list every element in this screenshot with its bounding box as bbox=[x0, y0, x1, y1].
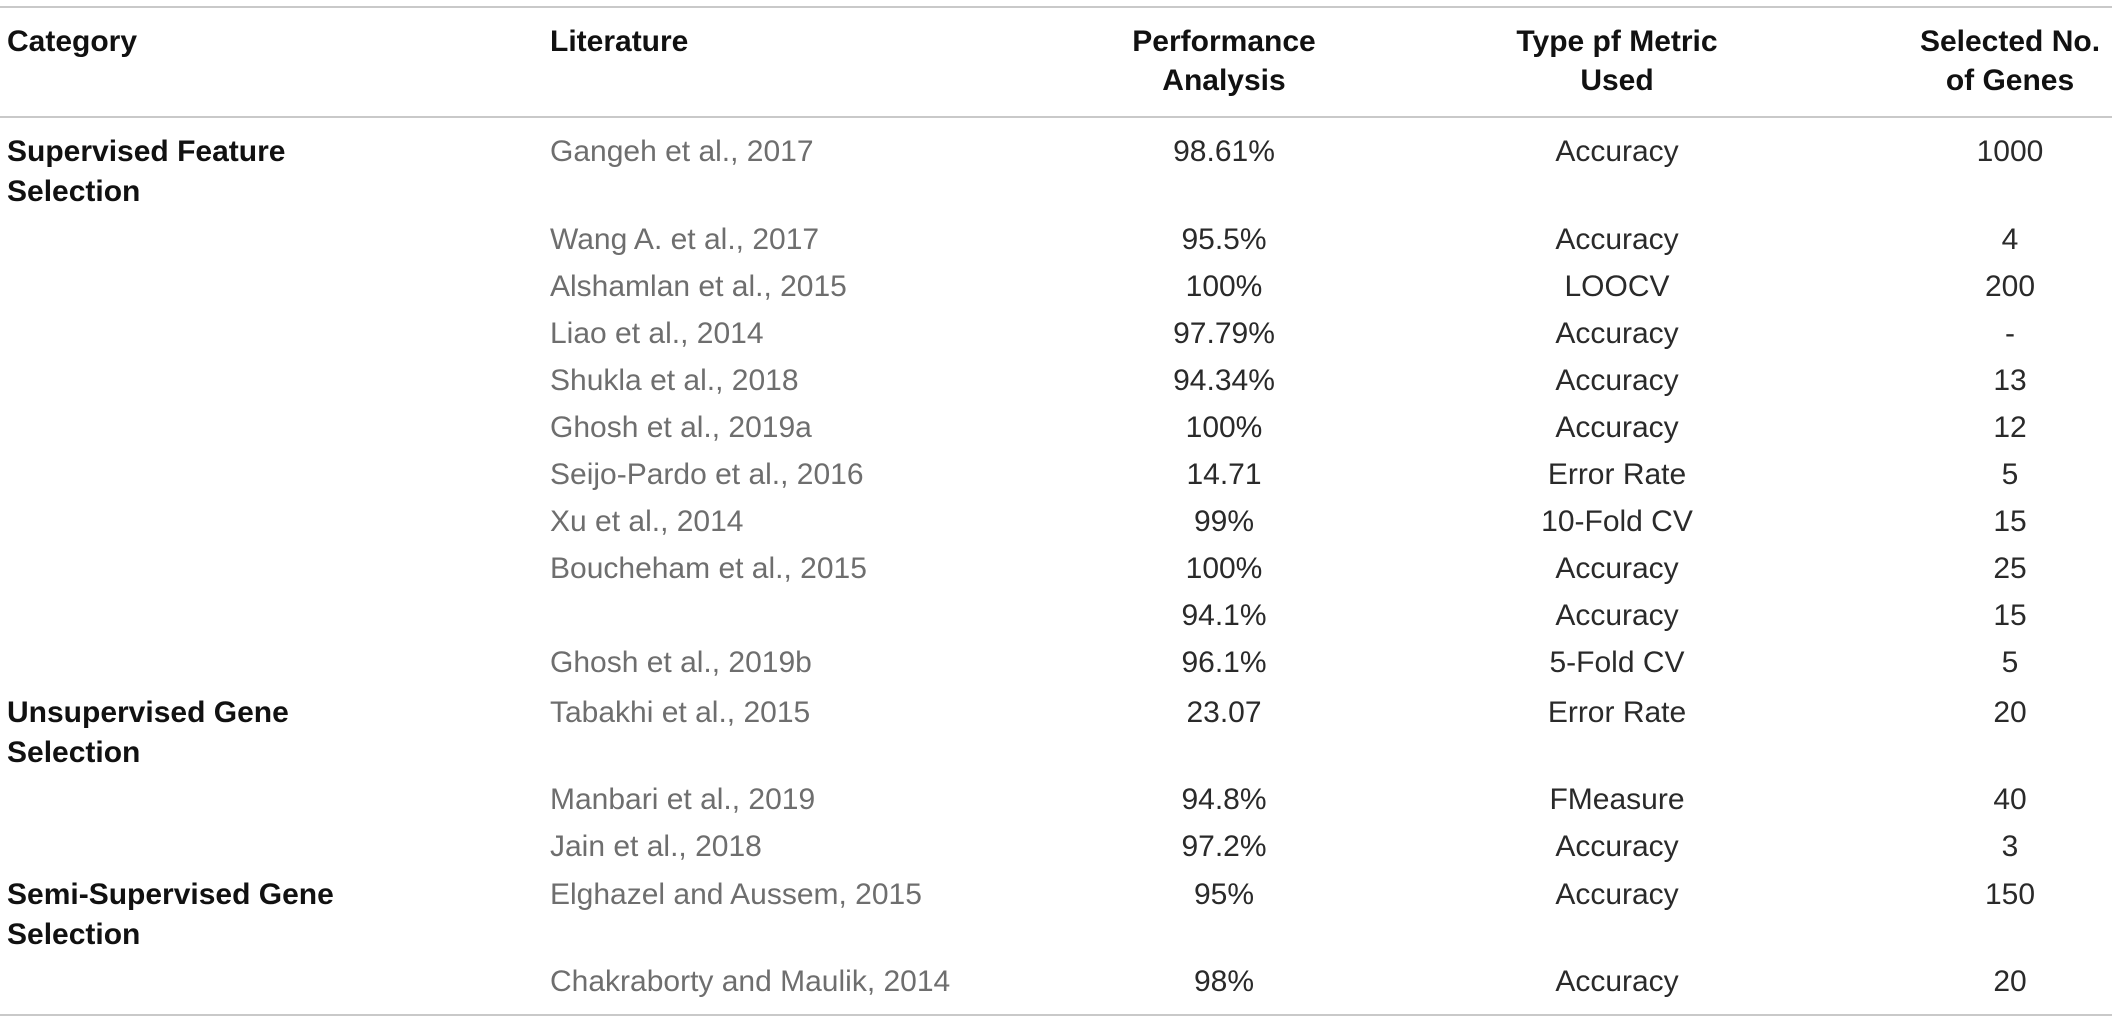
performance-cell: 97.2% bbox=[1181, 830, 1267, 863]
performance-cell: 95.5% bbox=[1181, 223, 1267, 256]
literature-cell: Liao et al., 2014 bbox=[550, 317, 764, 350]
metric-cell: Error Rate bbox=[1547, 696, 1687, 729]
metric-cell: Accuracy bbox=[1555, 317, 1679, 350]
genes-cell: 13 bbox=[1993, 364, 2027, 397]
top-rule bbox=[0, 6, 2112, 8]
genes-cell: 20 bbox=[1993, 696, 2027, 729]
category-unsupervised-line2: Selection bbox=[7, 736, 141, 769]
metric-cell: LOOCV bbox=[1564, 270, 1670, 303]
performance-cell: 97.79% bbox=[1173, 317, 1275, 350]
literature-cell: Elghazel and Aussem, 2015 bbox=[550, 878, 922, 911]
genes-cell: 25 bbox=[1993, 552, 2027, 585]
performance-cell: 100% bbox=[1185, 411, 1263, 444]
performance-cell: 14.71 bbox=[1186, 458, 1262, 491]
performance-cell: 94.34% bbox=[1173, 364, 1275, 397]
performance-cell: 100% bbox=[1185, 552, 1263, 585]
metric-cell: Accuracy bbox=[1555, 599, 1679, 632]
literature-cell: Tabakhi et al., 2015 bbox=[550, 696, 811, 729]
genes-cell: 200 bbox=[1984, 270, 2036, 303]
genes-cell: - bbox=[2005, 317, 2015, 350]
header-metric-line1: Type pf Metric bbox=[1516, 25, 1718, 58]
metric-cell: Accuracy bbox=[1555, 411, 1679, 444]
header-performance-line1: Performance bbox=[1132, 25, 1316, 58]
literature-cell: Chakraborty and Maulik, 2014 bbox=[550, 965, 951, 998]
literature-cell: Manbari et al., 2019 bbox=[550, 783, 816, 816]
genes-cell: 5 bbox=[2001, 458, 2019, 491]
metric-cell: Accuracy bbox=[1555, 552, 1679, 585]
category-semi-supervised-line2: Selection bbox=[7, 918, 141, 951]
genes-cell: 15 bbox=[1993, 599, 2027, 632]
metric-cell: Accuracy bbox=[1555, 223, 1679, 256]
genes-cell: 12 bbox=[1993, 411, 2027, 444]
literature-cell: Xu et al., 2014 bbox=[550, 505, 744, 538]
metric-cell: Accuracy bbox=[1555, 364, 1679, 397]
literature-cell: Gangeh et al., 2017 bbox=[550, 135, 814, 168]
literature-cell: Ghosh et al., 2019b bbox=[550, 646, 812, 679]
performance-cell: 94.8% bbox=[1181, 783, 1267, 816]
performance-cell: 99% bbox=[1193, 505, 1255, 538]
genes-cell: 1000 bbox=[1976, 135, 2044, 168]
genes-cell: 15 bbox=[1993, 505, 2027, 538]
category-semi-supervised-line1: Semi-Supervised Gene bbox=[7, 878, 334, 911]
category-supervised-line2: Selection bbox=[7, 175, 141, 208]
genes-cell: 5 bbox=[2001, 646, 2019, 679]
literature-cell: Seijo-Pardo et al., 2016 bbox=[550, 458, 864, 491]
performance-cell: 96.1% bbox=[1181, 646, 1267, 679]
metric-cell: 10-Fold CV bbox=[1541, 505, 1693, 538]
performance-cell: 100% bbox=[1185, 270, 1263, 303]
header-category: Category bbox=[7, 25, 138, 58]
genes-cell: 20 bbox=[1993, 965, 2027, 998]
metric-cell: Accuracy bbox=[1555, 965, 1679, 998]
performance-cell: 98.61% bbox=[1173, 135, 1275, 168]
literature-cell: Alshamlan et al., 2015 bbox=[550, 270, 847, 303]
bottom-rule bbox=[0, 1014, 2112, 1016]
literature-cell: Wang A. et al., 2017 bbox=[550, 223, 820, 256]
literature-cell: Ghosh et al., 2019a bbox=[550, 411, 812, 444]
genes-cell: 3 bbox=[2001, 830, 2019, 863]
header-rule bbox=[0, 116, 2112, 118]
performance-cell: 98% bbox=[1193, 965, 1255, 998]
genes-cell: 150 bbox=[1984, 878, 2036, 911]
performance-cell: 23.07 bbox=[1186, 696, 1262, 729]
header-metric-line2: Used bbox=[1580, 64, 1654, 97]
metric-cell: 5-Fold CV bbox=[1549, 646, 1685, 679]
header-genes-line1: Selected No. bbox=[1919, 25, 2101, 58]
metric-cell: Accuracy bbox=[1555, 135, 1679, 168]
literature-cell: Jain et al., 2018 bbox=[550, 830, 762, 863]
category-supervised-line1: Supervised Feature bbox=[7, 135, 286, 168]
performance-cell: 94.1% bbox=[1181, 599, 1267, 632]
genes-cell: 4 bbox=[2001, 223, 2019, 256]
literature-cell: Boucheham et al., 2015 bbox=[550, 552, 867, 585]
literature-cell: Shukla et al., 2018 bbox=[550, 364, 799, 397]
metric-cell: FMeasure bbox=[1549, 783, 1685, 816]
category-unsupervised-line1: Unsupervised Gene bbox=[7, 696, 289, 729]
genes-cell: 40 bbox=[1993, 783, 2027, 816]
metric-cell: Accuracy bbox=[1555, 878, 1679, 911]
metric-cell: Error Rate bbox=[1547, 458, 1687, 491]
performance-cell: 95% bbox=[1193, 878, 1255, 911]
metric-cell: Accuracy bbox=[1555, 830, 1679, 863]
header-genes-line2: of Genes bbox=[1945, 64, 2075, 97]
header-literature: Literature bbox=[550, 25, 689, 58]
header-performance-line2: Analysis bbox=[1162, 64, 1286, 97]
